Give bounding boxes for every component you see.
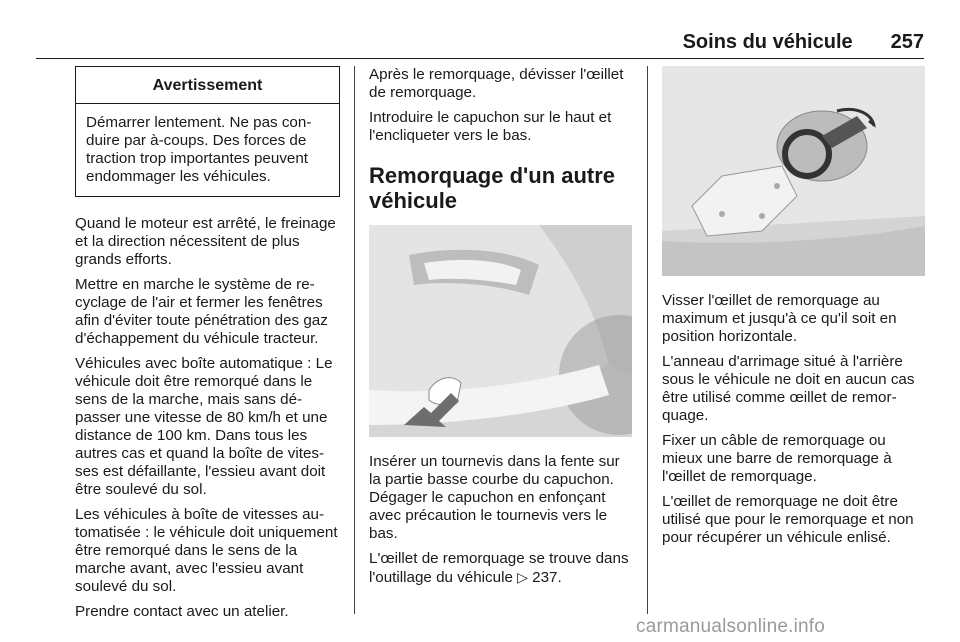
column-middle [369,66,632,594]
watermark: carmanualsonline.info [636,616,826,637]
paragraph: Fixer un câble de remorquage ou mieux une barre de remorquage à l'œillet de remorquage. [662,432,892,485]
warning-box [75,66,340,197]
column-divider-right [647,66,648,614]
paragraph: Quand le moteur est arrêté, le freinage et la direction nécessitent de plus grands efforts. [75,215,336,268]
paragraph [369,550,632,587]
column-divider-left [354,66,355,614]
paragraph: L'œillet de remorquage ne doit être utilisé que pour le remorquage et non pour récupérer un véhicule enlisé. [662,493,914,546]
paragraph: Introduire le capuchon sur le haut et l'encliqueter vers le bas. [369,109,612,144]
warning-title: Avertissement [76,67,339,104]
illustration-car-rear-cap [369,225,632,437]
page-reference-icon: ▷ [517,569,528,585]
car-rear-illustration [369,225,632,437]
warning-text: Démarrer lentement. Ne pas conduire par à-coups. Des forces de traction trop importantes peuvent endommager les véhicules. [86,114,312,185]
paragraph: Mettre en marche le système de recyclage de l'air et fermer les fenêtres afin d'éviter toute pénétration des gaz d'échappement du véhicule tracteur. [75,276,328,347]
paragraph: Insérer un tournevis dans la fente sur la partie basse courbe du capuchon. Dégager le capuchon en enfonçant avec précaution le tournevis vers le bas. [369,453,620,542]
tow-eye-illustration [662,66,925,276]
column-right [662,66,925,554]
page-reference[interactable]: 237. [532,569,562,586]
paragraph: Visser l'œillet de remorquage au maximum et jusqu'à ce qu'il soit en position horizontale. [662,292,897,345]
paragraph: L'anneau d'arrimage situé à l'arrière sous le véhicule ne doit en aucun cas être utilisé comme œillet de remorquage. [662,353,915,424]
page-header [36,26,924,59]
page-number: 257 [890,31,924,53]
illustration-tow-eye [662,66,925,276]
section-heading: Remorquage d'un autre véhicule [369,163,616,213]
paragraph: Les véhicules à boîte de vitesses automatisée : le véhicule doit uniquement être remorqué dans le sens de la marche avant, avec l'essieu avant soulevé du sol. [75,506,338,595]
section-title: Soins du véhicule [682,31,853,53]
paragraph: Prendre contact avec un atelier. [75,603,289,620]
paragraph-text: L'œillet de remorquage se trouve dans l'outillage du véhicule [369,550,629,586]
paragraph: Après le remorquage, dévisser l'œillet de remorquage. [369,66,624,101]
column-left [75,66,340,628]
paragraph: Véhicules avec boîte automatique : Le véhicule doit être remorqué dans le sens de la marche, mais sans dépasser une vitesse de 80 km/h et une distance de 100 km. Dans tous les autres cas et quand la boîte de vitesses est défaillante, l'essieu avant doit être soulevé du sol. [75,355,333,498]
